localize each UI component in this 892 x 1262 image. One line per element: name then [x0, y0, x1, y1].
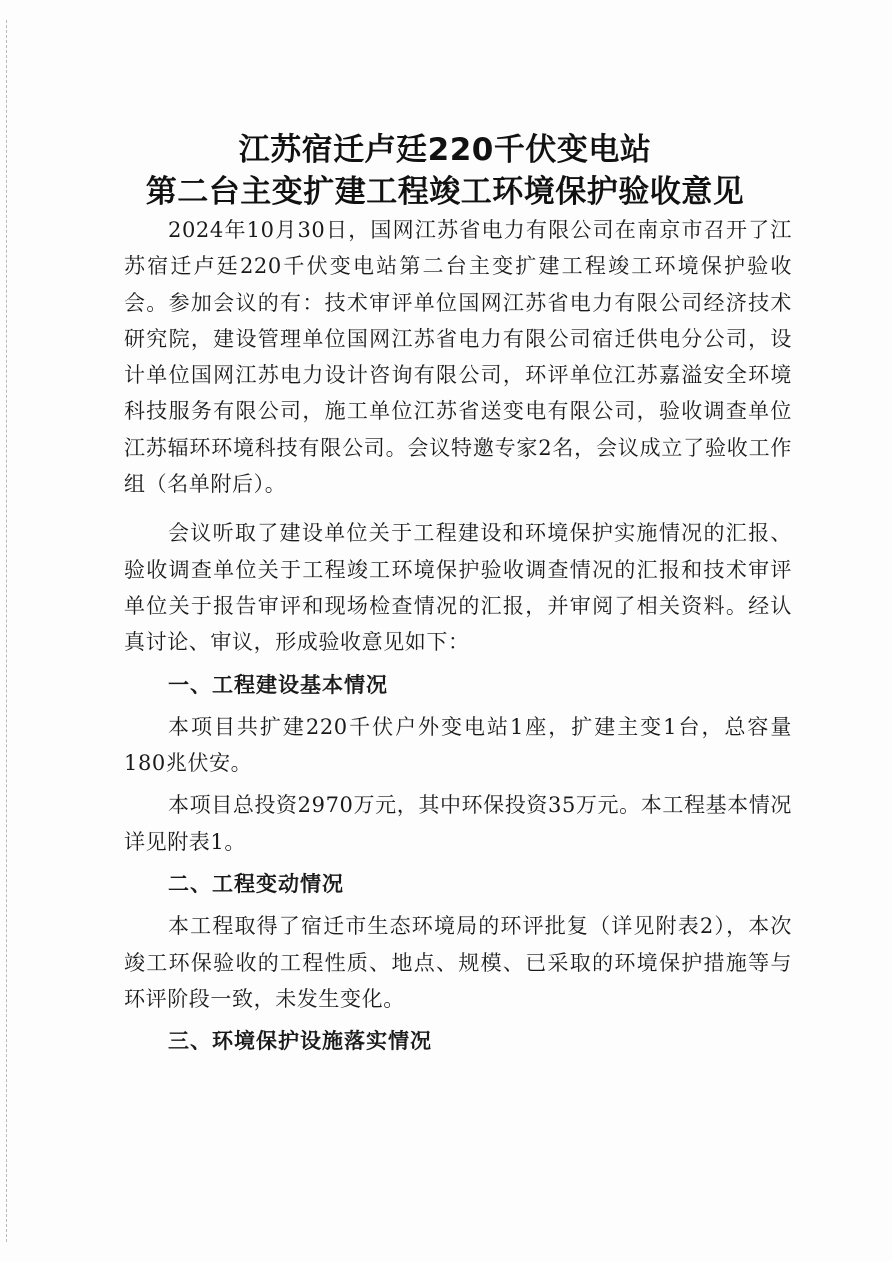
document-body [124, 212, 792, 1060]
paragraph-scale: 本项目共扩建220千伏户外变电站1座，扩建主变1台，总容量180兆伏安。 [124, 714, 792, 776]
paragraph-meeting-summary: 会议听取了建设单位关于工程建设和环境保护实施情况的汇报、验收调查单位关于工程竣工环境保护验收调查情况的汇报和技术审评单位关于报告审评和现场检查情况的汇报，并审阅了相关资料。经认真讨论、审议，形成验收意见如下： [124, 521, 792, 655]
document-title-line2: 第二台主变扩建工程竣工环境保护验收意见 [145, 174, 745, 210]
section-heading-basic-info: 一、工程建设基本情况 [168, 672, 388, 697]
paragraph-changes: 本工程取得了宿迁市生态环境局的环评批复（详见附表2），本次竣工环保验收的工程性质、地点、规模、已采取的环境保护措施等与环评阶段一致，未发生变化。 [124, 914, 792, 1011]
paragraph-meeting-intro: 2024年10月30日，国网江苏省电力有限公司在南京市召开了江苏宿迁卢廷220千伏变电站第二台主变扩建工程竣工环境保护验收会。参加会议的有：技术审评单位国网江苏省电力有限公司经济技术研究院，建设管理单位国网江苏省电力有限公司宿迁供电分公司，设计单位国网江苏电力设计咨询有限公司，环评单位江苏嘉溢安全环境科技服务有限公司，施工单位江苏省送变电有限公司，验收调查单位江苏辐环环境科技有限公司。会议特邀专家2名，会议成立了验收工作组（名单附后）。 [124, 218, 792, 497]
section-heading-facilities: 三、环境保护设施落实情况 [168, 1029, 432, 1054]
binding-edge-line [6, 20, 7, 1242]
section-heading-changes: 二、工程变动情况 [168, 872, 344, 897]
paragraph-investment: 本项目总投资2970万元，其中环保投资35万元。本工程基本情况详见附表1。 [124, 793, 792, 854]
document-title-line1: 江苏宿迁卢廷220千伏变电站 [238, 132, 652, 168]
